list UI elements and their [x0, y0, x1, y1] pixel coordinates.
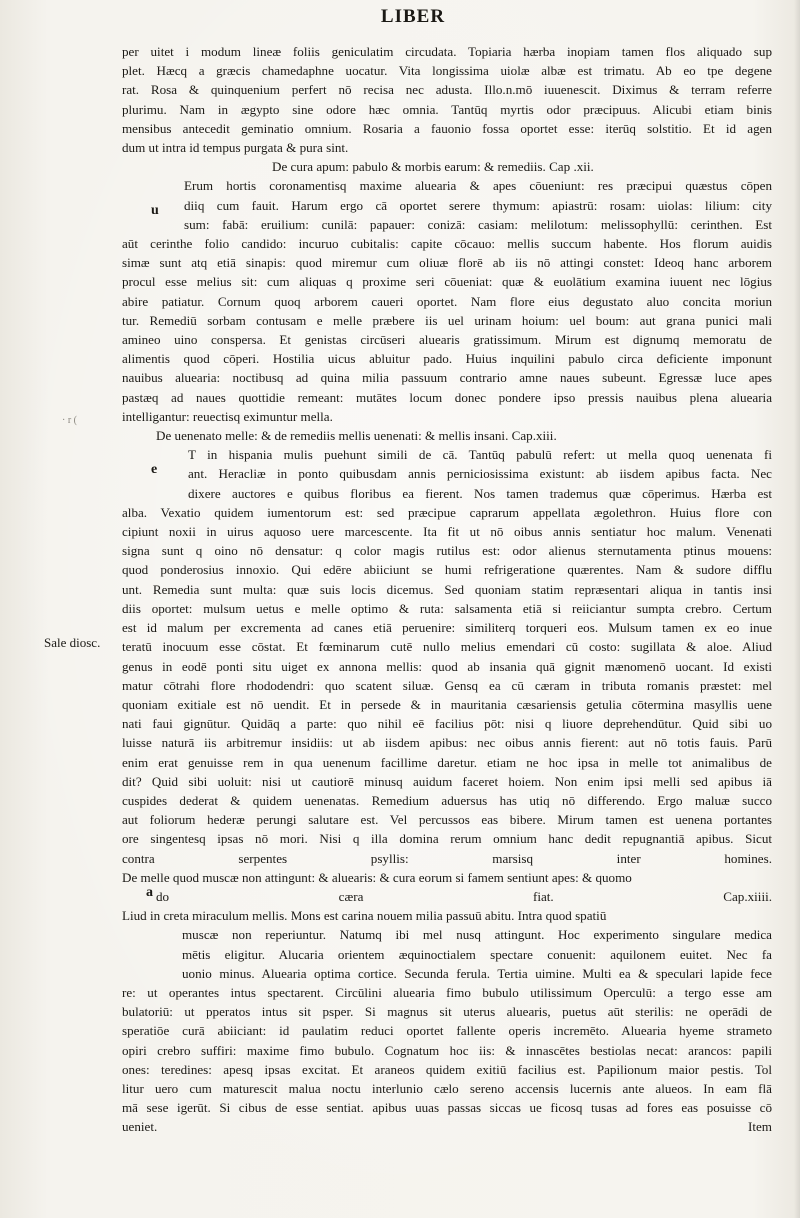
text-line: dit? Quid sibi uoluit: nisi ut cautiorē minusq auidum faceret hoiem. Non enim ipsi melli sed apibus iā — [122, 773, 772, 789]
text-line: mensibus antecedit geminatio omnium. Rosaria a fauonio fossa oportet esse: iterūq solstitio. Et id agen — [122, 120, 772, 136]
text-line: enim erat genuisse rem in qua uenenum facillime daretur. etiam ne hoc ipsa in melle tot animalibus de — [122, 754, 772, 770]
text-line: cuspides dederat & quidem uenenatas. Remedium aduersus has utiq nō differendo. Ergo maluæ succo — [122, 792, 772, 808]
text-line: plurimu. Nam in ægypto sine odore hæc omnia. Tantūq myrtis odor præcipuus. Alicubi etiam binis — [122, 101, 772, 117]
text-line: dixere auctores e quibus floribus ea fierent. Nos tamen trademus quæ cōperimus. Hærba est — [188, 485, 772, 501]
text-line: genus in eodē ponti situ uiget ex annona mellis: quod ab insania quā gignit mænomenō uocant. Id existi — [122, 658, 772, 674]
text-line: opiri crebro suffiri: maxime fimo bubulo. Cognatum hoc iis: & innascētes bestiolas necat: arancos: papili — [122, 1042, 772, 1058]
margin-guide-letter-e: e — [151, 462, 158, 477]
text-line: tur. Remediū sorbam contusam e melle præbere iis uel urinam hoium: uel boum: aut grana punici mali — [122, 312, 772, 328]
text-line: signa sunt q oino nō densatur: q color magis rutilus est: odor alienus sternutamenta ptinus mouens: — [122, 543, 772, 559]
text-line: amineo uino conspersa. Et genistas circūseri aluearis gratissimum. Mirum est dignumq memoratu de — [122, 332, 772, 348]
text-line: speratiōe curā abiiciant: id paulatim reduci oportet fallente operis incremēto. Aluearia hyeme strameto — [122, 1023, 772, 1039]
text-line: nati faui gignūtur. Quidāq a parte: quo nihil eē facilius pōt: nisi q liuore deprehendūtur. Quid sibi uo — [122, 716, 772, 732]
text-line: diis oportet: mulsum uetus e melle optimo & ruta: salsamenta etiā si reiiciantur sumpta crebro. Certum — [122, 600, 772, 616]
text-line: est id malum per excrementa ad canes etiā peruenire: similiterq torqueri eos. Mulsum tamen ex eo inue — [122, 620, 772, 636]
text-line: bulatoriū: ut pperatos intus sit psper. Si magnus sit uterus aluearis, puetus aūt sterilis: ne operādi de — [122, 1004, 772, 1020]
text-line: mā sese igerūt. Si cibus de esse sentiat. apibus uuas passas siccas ue ficosq tusas ad fores eas posuisse cō — [122, 1100, 772, 1116]
text-line: Erum hortis coronamentisq maxime aluearia & apes cōueniunt: res præcipui quæstus cōpen — [184, 178, 772, 194]
text-line: plet. Hæcq a græcis chamedaphne uocatur. Vita longissima uiolæ albæ est trimatu. Ab eo tpe degene — [122, 63, 772, 79]
chapter-heading: Liud in creta miraculum mellis. Mons est carina nouem milia passuū abitu. Intra quod spatiū — [122, 908, 607, 924]
text-line: ore singentesq ipsas nō mori. Nisi q illa domina rerum omnium hanc dedit repugnantiā apibus. Sicut — [122, 831, 772, 847]
text-line: cipiunt noxii in uirus aquoso uere marcescente. Ita fit ut nō oibus annis sentiatur hoc malum. Venenati — [122, 524, 772, 540]
text-line: teratū inocuum esse cōstat. Et fœminarum cutē nullo melius emendari cū costo: sugillata & aloe. Aliud — [122, 639, 772, 655]
text-line: per uitet i modum lineæ foliis geniculatim circudata. Topiaria hærba inopiam tamen flos aliquado sup — [122, 44, 772, 59]
running-head: LIBER — [380, 6, 446, 27]
chapter-heading: De uenenato melle: & de remediis mellis uenenati: & mellis insani. Cap.xiii. — [156, 428, 557, 444]
text-line: quod ponderosius innoxio. Qui edēre abiiciunt se humi refrigeratione quærentes. Nam & sudore difflu — [122, 562, 772, 578]
text-line: rat. Rosa & quinquenium perfert nō recisa nec adusta. Illo.n.mō iuuenescit. Diximus & terram referre — [122, 82, 772, 98]
text-line: sum: fabā: eruilium: cunilā: papauer: conizā: casiam: melilotum: melissophyllū: cerinthen. Est — [184, 216, 772, 232]
text-line: re: ut operantes intus spectarent. Circūlini aluearia fimo bubulo utilissimum Operculū: a tergo esse am — [122, 984, 772, 1000]
text-line: pastæq ad naues quottidie remeant: mutātes locum donec pondere ipso pressis nauibus plena aluearia — [122, 389, 772, 405]
text-line: aūt cerinthe folio candido: incuruo cubitalis: capite cōcauo: mellis succum habente. Hos florum auidis — [122, 236, 772, 252]
margin-guide-letter-a: a — [146, 885, 153, 900]
text-line: procul esse melius sit: cum aliquas q proxime seri cōueniat: quæ & euolātium examina iuuent nec lōgius — [122, 274, 772, 290]
text-line: ones: teredines: apesq ipsas excitat. Et araneos quidem exitiū facilius est. Papilionum maior pestis. Tol — [122, 1061, 772, 1077]
text-line: De melle quod muscæ non attingunt: & aluearis: & cura eorum si famem sentiunt apes: & quomo — [122, 869, 632, 885]
text-line: alimentis quod cōperi. Hostilia uicus abluitur pado. Huius inquilini pabulo circa deficiente imponunt — [122, 351, 772, 367]
main-text-block — [122, 42, 772, 1137]
marginal-note-handwritten: Sale diosc. — [44, 635, 101, 650]
text-line: litur uero cum maturescit malua noctu interlunio cælo sereno accensis lucernis ante alueos. In eam flā — [122, 1080, 772, 1096]
text-line: diiq cum fauit. Harum ergo cā oportet serere thymum: apiastrū: rosam: uiolas: lilium: city — [184, 197, 772, 213]
text-line: abire patiatur. Cornum quoq arborem caueri oportet. Nam flore eius degustato aluo concita moriun — [122, 293, 772, 309]
text-line: mētis eligitur. Alucaria orientem æquinoctialem spectare conuenit: aquilonem euitet. Nec fa — [182, 946, 772, 962]
text-line: uonio minus. Aluearia optima cortice. Secunda ferula. Tertia uimine. Multi ea & speculari lapide fece — [182, 965, 772, 981]
text-line: nauibus aluearia: noctibusq ad quina milia passuum contrario amne naues subeunt. Egressæ luce apes — [122, 370, 772, 386]
text-line: contra serpentes psyllis: marsisq inter homines. — [122, 850, 772, 866]
chapter-heading: De cura apum: pabulo & morbis earum: & remediis. Cap .xii. — [272, 159, 594, 175]
text-line: ant. Heracliæ in ponto quibusdam annis perniciosissima existunt: ab iisdem apibus facta. Nec — [188, 466, 772, 482]
text-line: luisse naturā iis arbitremur insidiis: ut ab iisdem apibus: nec oibus annis fierent: aut nō totis fauis. Parū — [122, 735, 772, 751]
text-line: dum ut intra id tempus purgata & pura sint. — [122, 140, 349, 156]
text-line: ueniet. Item — [122, 1119, 772, 1135]
margin-guide-letter-u: u — [151, 203, 159, 218]
margin-ink-marks: · r ( — [62, 415, 77, 426]
text-line: simæ sunt atq etiā sinapis: quod miremur cum oliuæ florē ab iis nō attingi constet: Ideoq hanc arborem — [122, 255, 772, 271]
text-line: matur cōtrahi flore rhododendri: quo scatent siluæ. Gensq ea cū cæram in tributa romanis præstet: mel — [122, 677, 772, 693]
text-line: alba. Vexatio quidem iumentorum est: sed præcipue caprarum appellata ægolethron. Huius flore con — [122, 504, 772, 520]
text-line: aut foliorum hederæ perungi salutare est. Vel percussos eas bibere. Mirum tamen est uenena portantes — [122, 812, 772, 828]
chapter-heading: do cæra fiat. Cap.xiiii. — [156, 888, 772, 904]
text-line: intelligantur: reuectisq eximuntur mella. — [122, 408, 333, 424]
text-line: T in hispania mulis puehunt simili de cā. Tantūq pabulū refert: ut mella quoq uenenata fi — [188, 447, 772, 463]
text-line: quoniam exitiale est nō uendit. Et in persede & in mauritania cæsariensis getulia cōtermina masyllis uene — [122, 696, 772, 712]
text-line: muscæ non reperiuntur. Natumq ibi mel nusq attingunt. Hoc experimento singulare medica — [182, 927, 772, 943]
text-line: unt. Remedia sunt multa: quæ suis locis dicemus. Sed quoniam statim repræsentari aliqua in tantis insi — [122, 581, 772, 597]
page-edge-shadow — [794, 0, 800, 1218]
